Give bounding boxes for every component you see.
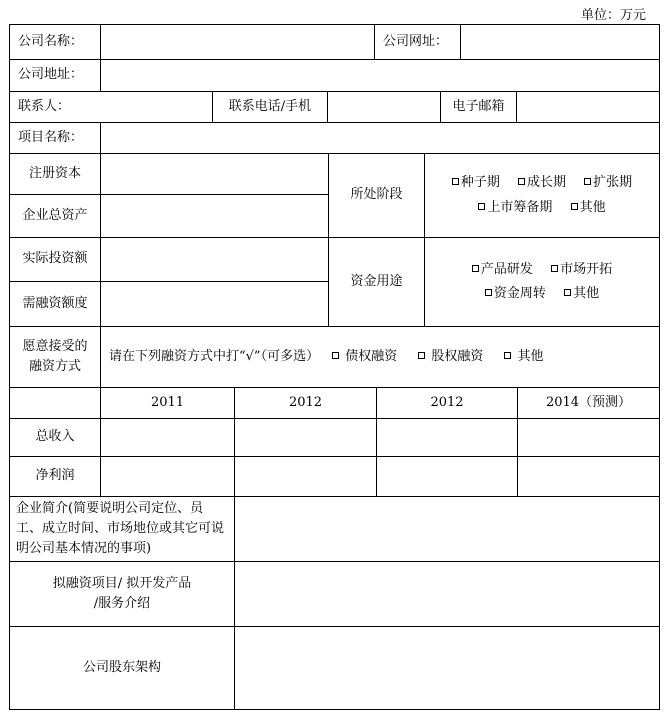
company-website-field[interactable] (461, 24, 660, 60)
project-name-field[interactable] (101, 123, 660, 154)
email-label: 电子邮箱 (441, 92, 517, 123)
revenue-2011-field[interactable] (101, 419, 235, 457)
profit-2011-field[interactable] (101, 457, 235, 497)
financing-option-other[interactable]: 其他 (504, 347, 543, 367)
fund-use-option-market[interactable]: 市场开拓 (551, 260, 612, 280)
shareholder-structure-label: 公司股东架构 (9, 627, 235, 710)
revenue-2012-b-field[interactable] (377, 419, 518, 457)
year-header-2014-forecast: 2014（预测） (518, 388, 660, 419)
profit-2012-b-field[interactable] (377, 457, 518, 497)
revenue-2012-field[interactable] (235, 419, 377, 457)
financing-application-form (9, 24, 660, 710)
stage-option-expansion[interactable]: 扩张期 (584, 173, 632, 193)
project-intro-field[interactable] (235, 562, 660, 627)
contact-phone-field[interactable] (328, 92, 441, 123)
financing-option-debt[interactable]: 债权融资 (332, 347, 397, 367)
checkbox-icon (472, 265, 479, 272)
contact-phone-label: 联系电话/手机 (213, 92, 328, 123)
company-website-label: 公司网址： (375, 24, 461, 60)
company-intro-field[interactable] (235, 497, 660, 562)
year-header-blank (9, 388, 101, 419)
financing-instruction: 请在下列融资方式中打“√”（可多选） (109, 348, 320, 364)
checkbox-icon (564, 289, 571, 296)
registered-capital-label: 注册资本 (9, 154, 101, 195)
total-revenue-label: 总收入 (9, 419, 101, 457)
checkbox-icon (584, 178, 591, 185)
year-header-2012-b: 2012 (377, 388, 518, 419)
net-profit-label: 净利润 (9, 457, 101, 497)
revenue-2014-field[interactable] (518, 419, 660, 457)
unit-label: 单位：万元 (580, 8, 646, 23)
company-address-label: 公司地址： (9, 60, 101, 92)
company-name-field[interactable] (101, 24, 375, 60)
required-financing-label: 需融资额度 (9, 282, 101, 327)
profit-2014-field[interactable] (518, 457, 660, 497)
year-header-2011: 2011 (101, 388, 235, 419)
contact-person-label: 联系人： (9, 92, 213, 123)
fund-use-option-rnd[interactable]: 产品研发 (472, 260, 533, 280)
checkbox-icon (485, 289, 492, 296)
checkbox-icon (504, 352, 511, 359)
checkbox-icon (452, 178, 459, 185)
stage-options (425, 154, 660, 238)
financing-method-options (101, 327, 660, 388)
total-assets-field[interactable] (101, 195, 329, 238)
project-name-label: 项目名称： (9, 123, 101, 154)
stage-option-growth[interactable]: 成长期 (518, 173, 566, 193)
stage-label: 所处阶段 (329, 154, 425, 238)
company-intro-label: 企业简介(简要说明公司定位、员工、成立时间、市场地位或其它可说明公司基本情况的事项) (9, 497, 235, 562)
checkbox-icon (418, 352, 425, 359)
fund-use-option-other[interactable]: 其他 (564, 284, 599, 304)
checkbox-icon (332, 352, 339, 359)
financing-option-equity[interactable]: 股权融资 (418, 347, 483, 367)
fund-use-label: 资金用途 (329, 238, 425, 327)
registered-capital-field[interactable] (101, 154, 329, 195)
actual-investment-field[interactable] (101, 238, 329, 282)
stage-option-ipo-prep[interactable]: 上市筹备期 (478, 198, 552, 218)
fund-use-option-working-capital[interactable]: 资金周转 (485, 284, 546, 304)
fund-use-options (425, 238, 660, 327)
shareholder-structure-field[interactable] (235, 627, 660, 710)
stage-option-seed[interactable]: 种子期 (452, 173, 500, 193)
year-header-2012-a: 2012 (235, 388, 377, 419)
checkbox-icon (478, 203, 485, 210)
total-assets-label: 企业总资产 (9, 195, 101, 238)
project-intro-label-line1: 拟融资项目/ 拟开发产品 (52, 575, 192, 591)
actual-investment-label: 实际投资额 (9, 238, 101, 282)
profit-2012-field[interactable] (235, 457, 377, 497)
checkbox-icon (551, 265, 558, 272)
project-intro-label (9, 562, 235, 627)
company-address-field[interactable] (101, 60, 660, 92)
required-financing-field[interactable] (101, 282, 329, 327)
email-field[interactable] (517, 92, 660, 123)
financing-method-label: 愿意接受的融资方式 (9, 327, 101, 388)
project-intro-label-line2: /服务介绍 (93, 596, 151, 611)
checkbox-icon (518, 178, 525, 185)
stage-option-other[interactable]: 其他 (571, 198, 606, 218)
checkbox-icon (571, 203, 578, 210)
company-name-label: 公司名称： (9, 24, 101, 60)
